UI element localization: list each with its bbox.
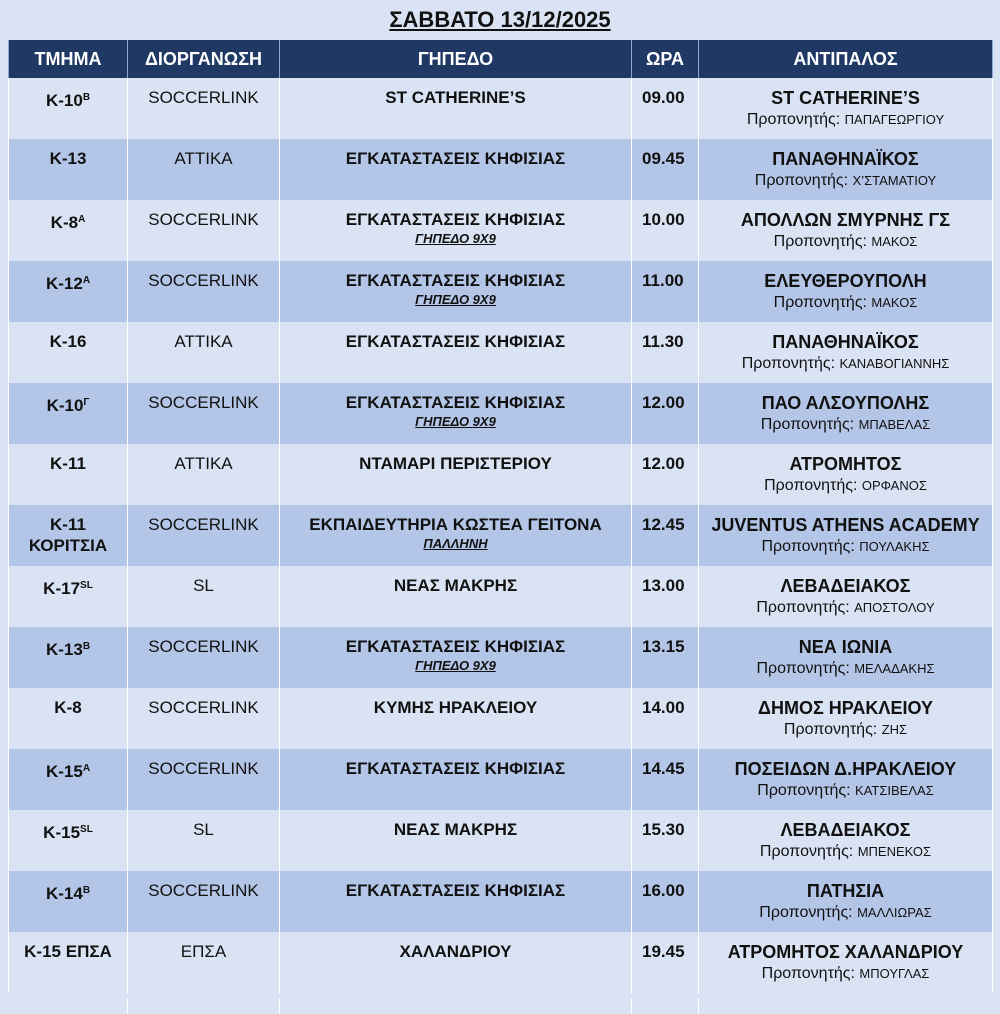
coach-name: ΚΑΝΑΒΟΓΙΑΝΝΗΣ <box>839 356 950 371</box>
cell-time <box>632 688 699 749</box>
cell-venue <box>280 688 632 749</box>
kickoff-time: 12.00 <box>642 454 685 473</box>
opponent-name: ΠΑΤΗΣΙΑ <box>806 881 885 901</box>
cell-competition <box>128 261 280 322</box>
kickoff-time: 16.00 <box>642 881 685 900</box>
cell-team <box>9 932 128 993</box>
cell-venue <box>280 505 632 566</box>
opponent-name: ΔΗΜΟΣ ΗΡΑΚΛΕΙΟΥ <box>758 698 933 718</box>
cell-time <box>632 383 699 444</box>
cell-competition <box>128 810 280 871</box>
cell-time <box>632 871 699 932</box>
header-opponent: ΑΝΤΙΠΑΛΟΣ <box>699 40 993 78</box>
competition-name: SOCCERLINK <box>148 210 259 229</box>
page-title: ΣΑΒΒΑΤΟ 13/12/2025 <box>389 7 611 32</box>
team-name: Κ-17 <box>43 579 81 598</box>
team-superscript: Α <box>82 275 91 286</box>
cell-competition <box>128 932 280 993</box>
header-venue: ΓΗΠΕΔΟ <box>280 40 632 78</box>
cell-time <box>632 627 699 688</box>
header-team: ΤΜΗΜΑ <box>9 40 128 78</box>
coach-line <box>699 170 992 192</box>
cell-time <box>632 261 699 322</box>
cell-venue <box>280 322 632 383</box>
table-row <box>9 566 993 627</box>
cell-venue <box>280 78 632 139</box>
coach-label: Προπονητής: <box>773 294 867 311</box>
cell-venue <box>280 200 632 261</box>
cell-venue <box>280 871 632 932</box>
cell-time <box>632 932 699 993</box>
opponent-name: ΑΤΡΟΜΗΤΟΣ <box>789 454 902 474</box>
coach-name: ΜΕΛΑΔΑΚΗΣ <box>854 661 935 676</box>
competition-name: ΕΠΣΑ <box>180 942 227 961</box>
coach-line <box>699 597 992 619</box>
cell-venue <box>280 810 632 871</box>
cell-team <box>9 383 128 444</box>
venue-name: ΝΕΑΣ ΜΑΚΡΗΣ <box>393 576 518 595</box>
coach-label: Προπονητής: <box>761 965 855 982</box>
cell-opponent <box>699 627 993 688</box>
table-row <box>9 322 993 383</box>
team-superscript: Α <box>82 763 91 774</box>
venue-name: ΝΤΑΜΑΡΙ ΠΕΡΙΣΤΕΡΙΟΥ <box>359 454 552 473</box>
team-name: Κ-15 <box>43 823 81 842</box>
kickoff-time: 13.15 <box>642 637 685 656</box>
coach-line <box>699 902 992 924</box>
competition-name: SOCCERLINK <box>148 393 259 412</box>
team-superscript: SL <box>80 580 93 591</box>
cell-time <box>632 444 699 505</box>
table-row <box>9 444 993 505</box>
cell-competition <box>128 444 280 505</box>
coach-line <box>699 353 992 375</box>
team-name: Κ-13 <box>49 149 87 168</box>
cell-opponent <box>699 383 993 444</box>
coach-label: Προπονητής: <box>754 172 849 189</box>
venue-name: ΕΓΚΑΤΑΣΤΑΣΕΙΣ ΚΗΦΙΣΙΑΣ <box>345 332 566 351</box>
competition-name: SL <box>193 576 214 595</box>
header-row <box>9 40 993 78</box>
cell-opponent <box>699 688 993 749</box>
team-name: Κ-12 <box>45 274 83 293</box>
coach-name: ΠΟΥΛΑΚΗΣ <box>859 539 930 554</box>
coach-label: Προπονητής: <box>746 111 841 128</box>
table-row <box>9 78 993 139</box>
cell-opponent <box>699 444 993 505</box>
cell-time <box>632 749 699 810</box>
cell-opponent <box>699 322 993 383</box>
cell-venue <box>280 261 632 322</box>
competition-name: SOCCERLINK <box>148 637 259 656</box>
table-row <box>9 200 993 261</box>
coach-line <box>699 963 992 985</box>
kickoff-time: 09.00 <box>642 88 685 107</box>
cell-opponent <box>699 78 993 139</box>
team-name-line2: ΚΟΡΙΤΣΙΑ <box>28 536 108 555</box>
competition-name: SOCCERLINK <box>148 698 259 717</box>
cell-team <box>9 505 128 566</box>
coach-name: ΜΑΛΛΙΩΡΑΣ <box>857 905 932 920</box>
coach-name: ΜΑΚΟΣ <box>871 295 918 310</box>
venue-name: ΧΑΛΑΝΔΡΙΟΥ <box>399 942 512 961</box>
opponent-name: ΠΟΣΕΙΔΩΝ Δ.ΗΡΑΚΛΕΙΟΥ <box>734 759 957 779</box>
cell-competition <box>128 871 280 932</box>
table-row <box>9 871 993 932</box>
coach-line <box>699 536 992 558</box>
coach-name: ΜΑΚΟΣ <box>871 234 918 249</box>
team-name: Κ-15 ΕΠΣΑ <box>24 942 112 961</box>
coach-label: Προπονητής: <box>759 843 854 860</box>
team-name: Κ-10 <box>46 396 84 415</box>
cell-competition <box>128 505 280 566</box>
cell-competition <box>128 627 280 688</box>
team-name: Κ-14 <box>45 884 83 903</box>
coach-label: Προπονητής: <box>756 599 850 616</box>
team-superscript: SL <box>80 824 93 835</box>
coach-name: Χ’ΣΤΑΜΑΤΙΟΥ <box>852 173 937 188</box>
venue-name: ΕΓΚΑΤΑΣΤΑΣΕΙΣ ΚΗΦΙΣΙΑΣ <box>345 210 566 229</box>
cell-team <box>9 871 128 932</box>
opponent-name: ΠΑΝΑΘΗΝΑΪΚΟΣ <box>772 332 919 352</box>
venue-subtitle: ΠΑΛΛΗΝΗ <box>423 536 488 551</box>
cell-time <box>632 200 699 261</box>
cell-opponent <box>699 749 993 810</box>
cell-team <box>9 566 128 627</box>
coach-line <box>699 841 992 863</box>
coach-label: Προπονητής: <box>757 782 851 799</box>
coach-name: ΑΠΟΣΤΟΛΟΥ <box>854 600 935 615</box>
coach-name: ΚΑΤΣΙΒΕΛΑΣ <box>855 783 934 798</box>
competition-name: SOCCERLINK <box>148 881 259 900</box>
venue-subtitle: ΓΗΠΕΔΟ 9Χ9 <box>415 414 496 429</box>
cell-team <box>9 261 128 322</box>
cell-venue <box>280 749 632 810</box>
kickoff-time: 19.45 <box>642 942 685 961</box>
cell-venue <box>280 627 632 688</box>
coach-line <box>699 719 992 741</box>
coach-label: Προπονητής: <box>783 721 878 738</box>
table-row <box>9 688 993 749</box>
competition-name: SOCCERLINK <box>148 515 259 534</box>
competition-name: ΑΤΤΙΚΑ <box>174 149 233 168</box>
table-row <box>9 383 993 444</box>
team-superscript: Α <box>78 214 86 225</box>
coach-name: ΖΗΣ <box>881 722 908 737</box>
cell-venue <box>280 139 632 200</box>
cell-time <box>632 505 699 566</box>
cell-team <box>9 627 128 688</box>
venue-name: ΝΕΑΣ ΜΑΚΡΗΣ <box>393 820 518 839</box>
cell-venue <box>280 566 632 627</box>
venue-name: ΕΓΚΑΤΑΣΤΑΣΕΙΣ ΚΗΦΙΣΙΑΣ <box>345 393 566 412</box>
team-superscript: Γ <box>83 397 90 408</box>
team-superscript: Β <box>82 92 91 103</box>
kickoff-time: 10.00 <box>642 210 685 229</box>
kickoff-time: 11.30 <box>642 332 684 351</box>
cell-opponent <box>699 932 993 993</box>
cell-competition <box>128 688 280 749</box>
cell-opponent <box>699 810 993 871</box>
cell-venue <box>280 932 632 993</box>
coach-line <box>699 414 992 436</box>
competition-name: ΑΤΤΙΚΑ <box>174 454 233 473</box>
team-name: Κ-8 <box>54 698 82 717</box>
cell-time <box>632 78 699 139</box>
competition-name: SOCCERLINK <box>148 271 259 290</box>
table-bottom-edge <box>8 998 992 1014</box>
kickoff-time: 14.00 <box>642 698 685 717</box>
table-row <box>9 932 993 993</box>
cell-venue <box>280 444 632 505</box>
venue-name: ΕΓΚΑΤΑΣΤΑΣΕΙΣ ΚΗΦΙΣΙΑΣ <box>345 637 566 656</box>
team-name: Κ-11 <box>50 515 86 534</box>
cell-team <box>9 688 128 749</box>
venue-name: ΚΥΜΗΣ ΗΡΑΚΛΕΙΟΥ <box>373 698 538 717</box>
opponent-name: ΑΤΡΟΜΗΤΟΣ ΧΑΛΑΝΔΡΙΟΥ <box>727 942 964 962</box>
cell-competition <box>128 200 280 261</box>
venue-name: ΕΓΚΑΤΑΣΤΑΣΕΙΣ ΚΗΦΙΣΙΑΣ <box>345 149 566 168</box>
cell-competition <box>128 566 280 627</box>
coach-name: ΠΑΠΑΓΕΩΡΓΙΟΥ <box>844 112 945 127</box>
cell-opponent <box>699 139 993 200</box>
header-time: ΩΡΑ <box>632 40 699 78</box>
cell-team <box>9 322 128 383</box>
cell-venue <box>280 383 632 444</box>
coach-label: Προπονητής: <box>759 904 853 921</box>
cell-time <box>632 139 699 200</box>
venue-subtitle: ΓΗΠΕΔΟ 9Χ9 <box>415 231 496 246</box>
coach-label: Προπονητής: <box>761 538 855 555</box>
cell-team <box>9 200 128 261</box>
table-row <box>9 627 993 688</box>
opponent-name: ΠΑΝΑΘΗΝΑΪΚΟΣ <box>772 149 919 169</box>
coach-label: Προπονητής: <box>773 233 867 250</box>
competition-name: SL <box>193 820 214 839</box>
competition-name: SOCCERLINK <box>148 88 259 107</box>
table-row <box>9 505 993 566</box>
competition-name: SOCCERLINK <box>148 759 259 778</box>
opponent-name: ΝΕΑ ΙΩΝΙΑ <box>798 637 893 657</box>
cell-competition <box>128 322 280 383</box>
cell-time <box>632 322 699 383</box>
kickoff-time: 11.00 <box>642 271 684 290</box>
venue-name: ΕΓΚΑΤΑΣΤΑΣΕΙΣ ΚΗΦΙΣΙΑΣ <box>345 271 566 290</box>
coach-line <box>699 292 992 314</box>
cell-time <box>632 566 699 627</box>
kickoff-time: 14.45 <box>642 759 685 778</box>
team-name: Κ-15 <box>45 762 83 781</box>
coach-label: Προπονητής: <box>756 660 850 677</box>
coach-line <box>699 109 992 131</box>
team-name: Κ-8 <box>50 213 79 232</box>
coach-label: Προπονητής: <box>760 416 855 433</box>
coach-name: ΜΠΕΝΕΚΟΣ <box>857 844 932 859</box>
venue-name: ΕΓΚΑΤΑΣΤΑΣΕΙΣ ΚΗΦΙΣΙΑΣ <box>345 881 566 900</box>
opponent-name: ΠΑΟ ΑΛΣΟΥΠΟΛΗΣ <box>761 393 930 413</box>
table-row <box>9 261 993 322</box>
venue-subtitle: ΓΗΠΕΔΟ 9Χ9 <box>415 292 496 307</box>
cell-competition <box>128 383 280 444</box>
cell-opponent <box>699 200 993 261</box>
team-name: Κ-13 <box>45 640 83 659</box>
team-name: Κ-10 <box>45 91 83 110</box>
team-superscript: Β <box>82 641 91 652</box>
coach-label: Προπονητής: <box>741 355 836 372</box>
opponent-name: ST CATHERINE’S <box>771 88 920 108</box>
cell-opponent <box>699 261 993 322</box>
competition-name: ΑΤΤΙΚΑ <box>174 332 233 351</box>
cell-team <box>9 139 128 200</box>
kickoff-time: 13.00 <box>642 576 685 595</box>
team-superscript: Β <box>82 885 91 896</box>
coach-line <box>699 780 992 802</box>
cell-team <box>9 810 128 871</box>
coach-line <box>699 658 992 680</box>
cell-competition <box>128 139 280 200</box>
kickoff-time: 09.45 <box>642 149 685 168</box>
cell-competition <box>128 78 280 139</box>
venue-name: ΕΓΚΑΤΑΣΤΑΣΕΙΣ ΚΗΦΙΣΙΑΣ <box>345 759 566 778</box>
schedule-table <box>8 40 993 993</box>
kickoff-time: 15.30 <box>642 820 685 839</box>
cell-opponent <box>699 505 993 566</box>
table-row <box>9 810 993 871</box>
cell-team <box>9 749 128 810</box>
cell-time <box>632 810 699 871</box>
coach-line <box>699 231 992 253</box>
cell-opponent <box>699 566 993 627</box>
opponent-name: ΑΠΟΛΛΩΝ ΣΜΥΡΝΗΣ ΓΣ <box>740 210 951 230</box>
opponent-name: ΕΛΕΥΘΕΡΟΥΠΟΛΗ <box>764 271 927 291</box>
cell-team <box>9 78 128 139</box>
cell-competition <box>128 749 280 810</box>
coach-name: ΟΡΦΑΝΟΣ <box>861 478 927 493</box>
opponent-name: JUVENTUS ATHENS ACADEMY <box>711 515 980 535</box>
kickoff-time: 12.00 <box>642 393 685 412</box>
coach-line <box>699 475 992 497</box>
table-row <box>9 749 993 810</box>
cell-team <box>9 444 128 505</box>
coach-name: ΜΠΑΒΕΛΑΣ <box>858 417 931 432</box>
table-row <box>9 139 993 200</box>
opponent-name: ΛΕΒΑΔΕΙΑΚΟΣ <box>780 820 911 840</box>
team-name: Κ-16 <box>49 332 87 351</box>
kickoff-time: 12.45 <box>642 515 685 534</box>
title-bar <box>0 0 1000 40</box>
opponent-name: ΛΕΒΑΔΕΙΑΚΟΣ <box>780 576 911 596</box>
header-competition: ΔΙΟΡΓΑΝΩΣΗ <box>128 40 280 78</box>
venue-name: ST CATHERINE’S <box>385 88 526 107</box>
coach-label: Προπονητής: <box>764 477 858 494</box>
venue-subtitle: ΓΗΠΕΔΟ 9Χ9 <box>415 658 496 673</box>
coach-name: ΜΠΟΥΓΛΑΣ <box>859 966 930 981</box>
team-name: Κ-11 <box>50 454 86 473</box>
venue-name: ΕΚΠΑΙΔΕΥΤΗΡΙΑ ΚΩΣΤΕΑ ΓΕΙΤΟΝΑ <box>309 515 602 534</box>
cell-opponent <box>699 871 993 932</box>
